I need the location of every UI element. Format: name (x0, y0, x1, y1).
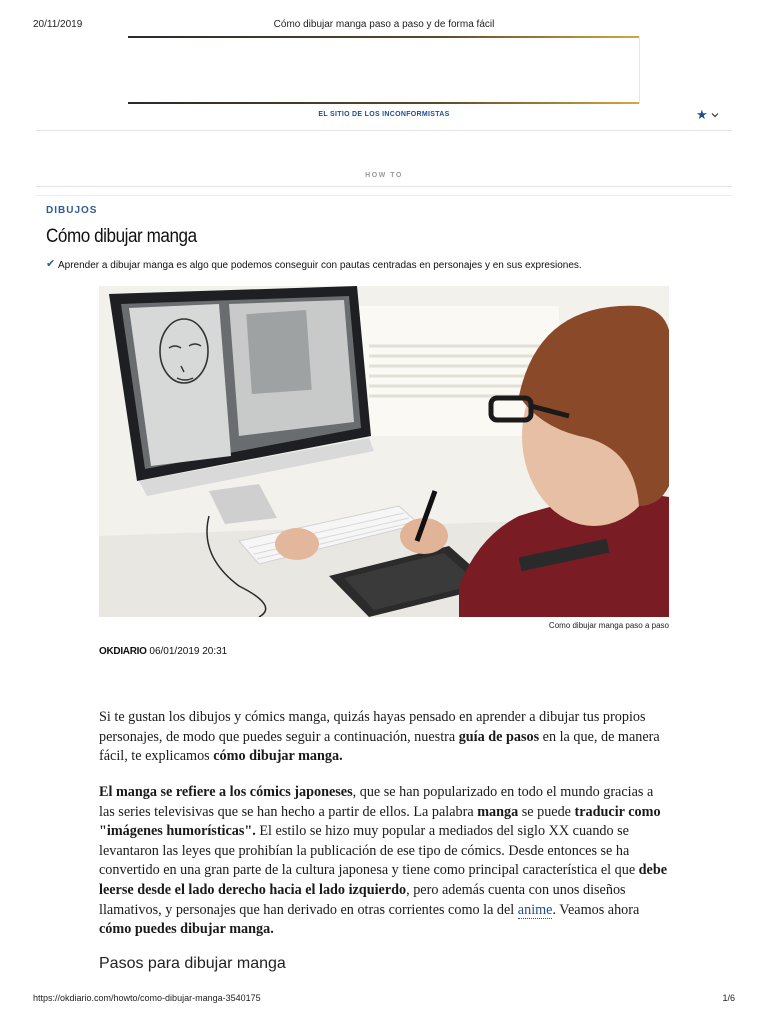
print-page-number: 1/6 (722, 993, 735, 1003)
article-title: Cómo dibujar manga (46, 226, 197, 247)
paragraph-intro (99, 708, 671, 767)
bold-run: cómo dibujar manga. (213, 748, 343, 765)
brand-logo[interactable]: OKDIARIO (99, 646, 147, 657)
article-category[interactable]: DIBUJOS (46, 205, 98, 216)
publish-timestamp: 06/01/2019 20:31 (149, 646, 228, 657)
ad-banner-edge (639, 36, 640, 104)
section-heading: Pasos para dibujar manga (99, 955, 286, 972)
star-icon[interactable]: ★ (696, 107, 708, 122)
section-divider (36, 186, 732, 187)
text-run: . Veamos ahora (552, 901, 640, 918)
print-url: https://okdiario.com/howto/como-dibujar-manga-3540175 (33, 993, 261, 1003)
text-run: , pero además cuenta con unos diseños llamativos, y personajes que han derivado en otras corrientes como la del (99, 881, 626, 918)
bold-run: El manga se refiere a los cómics japoneses (99, 784, 353, 800)
bold-run: cómo puedes dibujar manga. (99, 921, 274, 938)
bold-run: manga (477, 803, 519, 820)
byline (99, 646, 227, 657)
chevron-down-icon[interactable] (710, 110, 720, 120)
print-date: 20/11/2019 (33, 19, 83, 30)
text-run: se puede (518, 803, 575, 820)
text-run: Si te gustan los dibujos y cómics manga, quizás hayas pensado en aprender a dibujar tus propios personajes, de modo que puedes seguir a continuación, nuestra (99, 709, 646, 745)
bold-run: guía de pasos (458, 728, 540, 745)
site-tagline[interactable]: EL SITIO DE LOS INCONFORMISTAS (318, 111, 450, 118)
text-run: en la que, de manera fácil, te explicamos (99, 728, 660, 765)
bold-run: traducir como "imágenes humorísticas". (99, 803, 661, 840)
check-icon: ✔ (46, 258, 56, 270)
ad-banner-top-border (128, 36, 640, 38)
hero-image (99, 286, 669, 617)
paragraph-definition (99, 783, 671, 940)
section-divider-2 (36, 195, 732, 196)
header-divider (36, 130, 732, 131)
hero-illustration (99, 286, 669, 617)
section-label[interactable]: HOW TO (365, 172, 403, 179)
ad-banner-bottom-border (128, 102, 640, 104)
ad-banner[interactable] (128, 36, 640, 104)
bold-run: debe leerse desde el lado derecho hacia el lado izquierdo (99, 862, 668, 898)
article-summary: Aprender a dibujar manga es algo que podemos conseguir con pautas centradas en personajes y en sus expresiones. (58, 260, 582, 271)
text-run: , que se han popularizado en todo el mundo gracias a las series televisivas que se han hecho a partir de ellos. La palabra (99, 784, 654, 820)
text-run: El estilo se hizo muy popular a mediados del siglo XX cuando se levantaron las leyes que prohibían la publicación de ese tipo de cómics. Desde entonces se ha convertido en una gran parte de la cultura japonesa y tiene como principal característica el que (99, 823, 639, 879)
anime-link[interactable]: anime (517, 901, 553, 918)
print-page-title: Cómo dibujar manga paso a paso y de forma fácil (273, 19, 495, 30)
image-caption: Como dibujar manga paso a paso (548, 621, 669, 630)
